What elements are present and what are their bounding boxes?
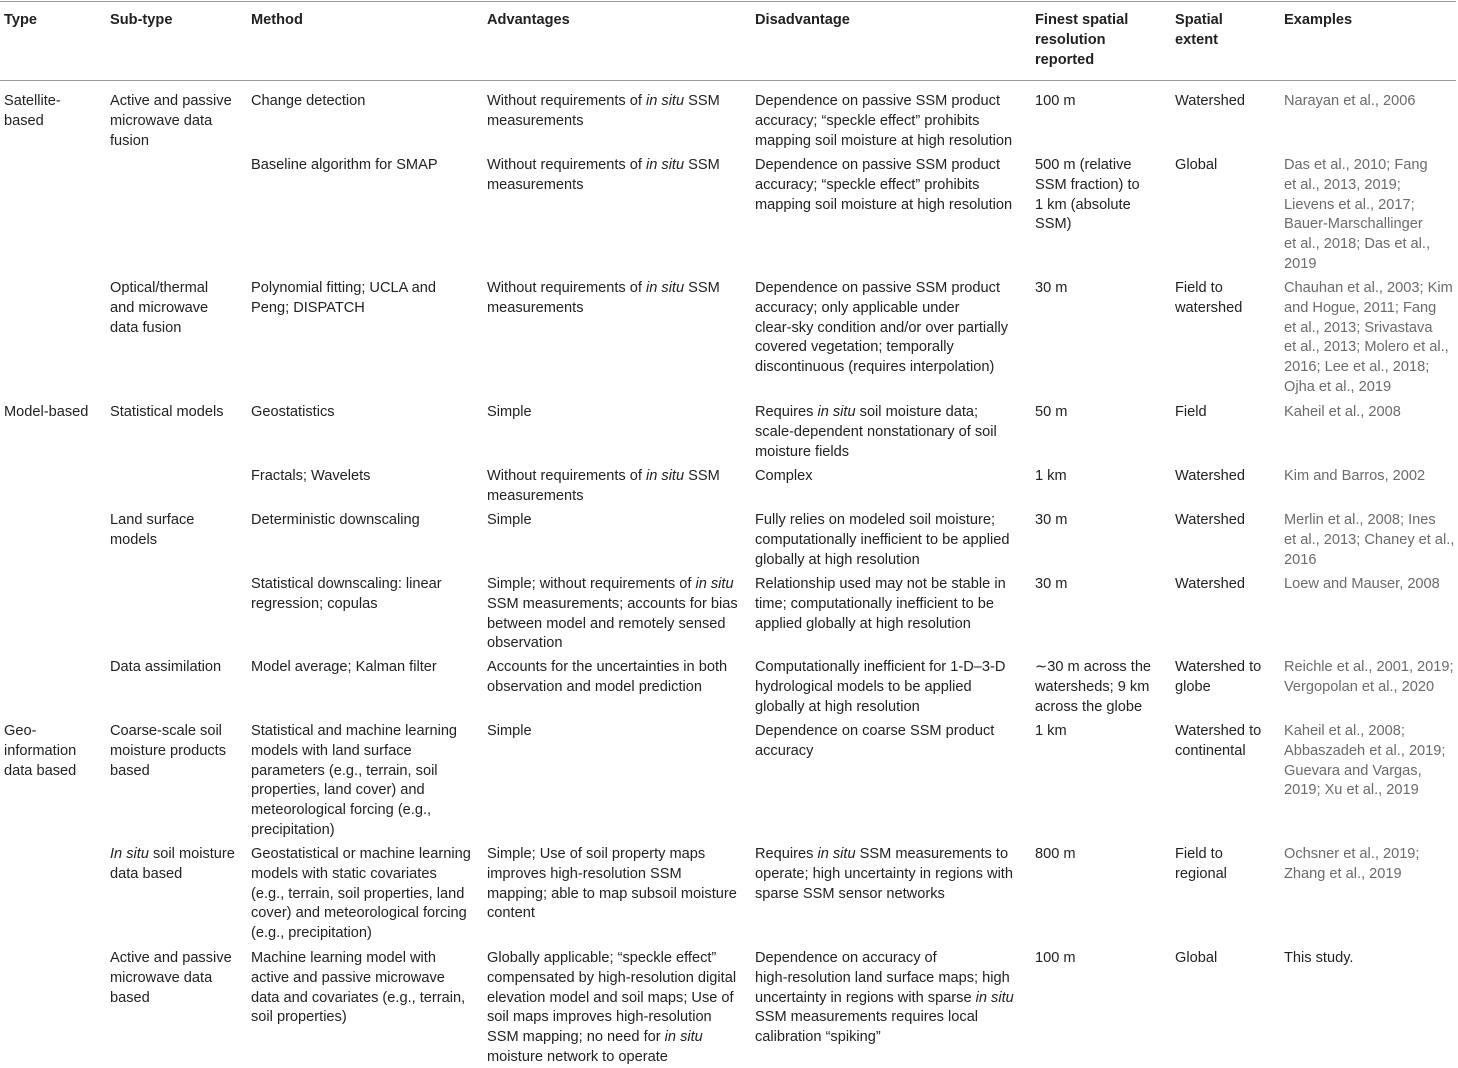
text-part: Simple; without requirements of	[487, 576, 696, 592]
text-part: SSM measurements requires local calibration “spiking”	[755, 1009, 979, 1046]
italic-term: in situ	[645, 93, 685, 109]
text-part: soil moisture data based	[110, 846, 235, 882]
header-type: Type	[4, 12, 37, 28]
header-disadvantage: Disadvantage	[755, 12, 850, 28]
r11-method: Machine learning model with active and passive microwave data and covariates (e.g., terrain, soil properties)	[251, 950, 466, 1026]
r8-advantages: Accounts for the uncertainties in both observation and model prediction	[487, 659, 728, 695]
r5-advantages	[487, 467, 720, 507]
r4-method: Geostatistics	[251, 404, 335, 420]
r8-disadvantage: Computationally inefficient for 1-D–3-D hydrological models to be applied globally at high resolution	[755, 659, 1006, 715]
r1-method: Change detection	[251, 93, 366, 109]
type-model: Model-based	[4, 404, 89, 420]
header-subtype: Sub-type	[110, 12, 173, 28]
r1-disadvantage: Dependence on passive SSM product accuracy; “speckle effect” prohibits mapping soil moisture at high resolution	[755, 93, 1013, 149]
text-part: moisture network to operate	[487, 1048, 668, 1065]
subtype-statistical-models: Statistical models	[110, 404, 224, 420]
table-top-rule	[0, 1, 1456, 2]
r7-examples: Loew and Mauser, 2008	[1284, 576, 1440, 592]
subtype-in-situ	[110, 845, 235, 885]
r4-advantages: Simple	[487, 404, 532, 420]
italic-term: in situ	[975, 989, 1014, 1006]
r11-extent: Global	[1175, 950, 1218, 966]
italic-term: in situ	[817, 404, 856, 420]
r11-resolution: 100 m	[1035, 950, 1076, 966]
r3-examples: Chauhan et al., 2003; Kim and Hogue, 2011; Fang et al., 2013; Srivastava et al., 2013; Molero et al., 2016; Lee et al., 2018; Ojha et al., 2019	[1284, 280, 1453, 395]
r10-advantages: Simple; Use of soil property maps improves high-resolution SSM mapping; able to map subsoil moisture content	[487, 846, 737, 922]
r3-advantages	[487, 279, 720, 319]
italic-term: in situ	[695, 576, 734, 592]
r6-examples: Merlin et al., 2008; Ines et al., 2013; Chaney et al., 2016	[1284, 512, 1455, 568]
r1-extent: Watershed	[1175, 93, 1246, 109]
r9-examples: Kaheil et al., 2008; Abbaszadeh et al., 2019; Guevara and Vargas, 2019; Xu et al., 2019	[1284, 723, 1446, 799]
r7-method: Statistical downscaling: linear regression; copulas	[251, 576, 442, 612]
r1-resolution: 100 m	[1035, 93, 1076, 109]
header-advantages: Advantages	[487, 12, 570, 28]
r6-method: Deterministic downscaling	[251, 512, 420, 528]
r8-resolution: ∼30 m across the watersheds; 9 km across the globe	[1035, 659, 1152, 715]
text-part: SSM measurements	[487, 468, 720, 504]
subtype-active-passive-based: Active and passive microwave data based	[110, 950, 232, 1006]
r11-disadvantage	[755, 949, 1014, 1048]
text-part: Without requirements of	[487, 157, 646, 173]
r4-examples: Kaheil et al., 2008	[1284, 404, 1401, 420]
r11-advantages	[487, 949, 736, 1068]
r10-examples: Ochsner et al., 2019; Zhang et al., 2019	[1284, 846, 1420, 882]
text-part: SSM measurements	[487, 280, 720, 316]
r5-examples: Kim and Barros, 2002	[1284, 468, 1426, 484]
subtype-active-passive-fusion: Active and passive microwave data fusion	[110, 93, 232, 149]
text-part: SSM measurements; accounts for bias between model and remotely sensed observation	[487, 595, 738, 652]
text-part: SSM measurements to operate; high uncertainty in regions with sparse SSM sensor networks	[755, 846, 1013, 902]
r6-resolution: 30 m	[1035, 512, 1068, 528]
r10-disadvantage	[755, 845, 1013, 904]
r10-resolution: 800 m	[1035, 846, 1076, 862]
italic-term: in situ	[817, 846, 856, 862]
r8-examples: Reichle et al., 2001, 2019; Vergopolan et al., 2020	[1284, 659, 1454, 695]
r4-resolution: 50 m	[1035, 404, 1068, 420]
text-part: Without requirements of	[487, 93, 646, 109]
r5-resolution: 1 km	[1035, 468, 1067, 484]
r7-disadvantage: Relationship used may not be stable in time; computationally inefficient to be applied globally at high resolution	[755, 576, 1006, 632]
r2-method: Baseline algorithm for SMAP	[251, 157, 438, 173]
r3-resolution: 30 m	[1035, 280, 1068, 296]
text-part: soil moisture data; scale-dependent nonstationary of soil moisture fields	[755, 404, 997, 460]
text-part: Dependence on accuracy of high-resolution land surface maps; high uncertainty in regions with sparse	[755, 950, 1010, 1006]
r2-resolution: 500 m (relative SSM fraction) to 1 km (absolute SSM)	[1035, 157, 1140, 233]
r10-extent: Field to regional	[1175, 846, 1227, 882]
r9-extent: Watershed to continental	[1175, 723, 1262, 759]
r11-examples: This study.	[1284, 950, 1354, 966]
header-method: Method	[251, 12, 303, 28]
subtype-coarse-scale: Coarse-scale soil moisture products based	[110, 723, 226, 779]
r9-advantages: Simple	[487, 723, 532, 739]
italic-term: in situ	[645, 280, 685, 296]
table-header-rule	[0, 80, 1456, 81]
r2-advantages	[487, 156, 720, 196]
r6-extent: Watershed	[1175, 512, 1246, 528]
italic-term: in situ	[664, 1029, 703, 1046]
r3-disadvantage: Dependence on passive SSM product accuracy; only applicable under clear-sky condition and/or over partially covered vegetation; temporally discontinuous (requires interpolation)	[755, 280, 1009, 376]
text-part: Globally applicable; “speckle effect” compensated by high-resolution digital elevation model and soil maps; Use of soil maps improves high-resolution SSM mapping; no need for	[487, 950, 737, 1046]
r2-disadvantage: Dependence on passive SSM product accuracy; “speckle effect” prohibits mapping soil moisture at high resolution	[755, 157, 1013, 213]
header-examples: Examples	[1284, 12, 1353, 28]
r4-extent: Field	[1175, 404, 1207, 420]
italic-term: In situ	[110, 846, 149, 862]
r8-extent: Watershed to globe	[1175, 659, 1262, 695]
r9-disadvantage: Dependence on coarse SSM product accuracy	[755, 723, 995, 759]
text-part: Requires	[755, 846, 818, 862]
r1-advantages	[487, 92, 720, 132]
r7-advantages	[487, 575, 738, 654]
subtype-optical-microwave-fusion: Optical/thermal and microwave data fusion	[110, 280, 209, 336]
r10-method: Geostatistical or machine learning models with static covariates (e.g., terrain, soil properties, land cover) and meteorological forcing (e.g., precipitation)	[251, 846, 471, 942]
r3-method: Polynomial fitting; UCLA and Peng; DISPATCH	[251, 280, 436, 316]
header-resolution: Finest spatial resolution reported	[1035, 12, 1129, 68]
r5-disadvantage: Complex	[755, 468, 813, 484]
r2-examples: Das et al., 2010; Fang et al., 2013, 2019; Lievens et al., 2017; Bauer-Marschallinger et al., 2018; Das et al., 2019	[1284, 157, 1431, 272]
r9-resolution: 1 km	[1035, 723, 1067, 739]
r8-method: Model average; Kalman filter	[251, 659, 437, 675]
r1-examples: Narayan et al., 2006	[1284, 93, 1416, 109]
italic-term: in situ	[645, 157, 685, 173]
r5-method: Fractals; Wavelets	[251, 468, 371, 484]
text-part: Without requirements of	[487, 468, 646, 484]
r5-extent: Watershed	[1175, 468, 1246, 484]
r7-resolution: 30 m	[1035, 576, 1068, 592]
r7-extent: Watershed	[1175, 576, 1246, 592]
type-satellite: Satellite- based	[4, 93, 61, 129]
text-part: Without requirements of	[487, 280, 646, 296]
italic-term: in situ	[645, 468, 685, 484]
r6-disadvantage: Fully relies on modeled soil moisture; computationally inefficient to be applied globally at high resolution	[755, 512, 1010, 568]
text-part: Requires	[755, 404, 818, 420]
type-geo: Geo- information data based	[4, 723, 77, 779]
subtype-land-surface-models: Land surface models	[110, 512, 195, 548]
r2-extent: Global	[1175, 157, 1218, 173]
r4-disadvantage	[755, 403, 997, 462]
header-extent: Spatial extent	[1175, 12, 1223, 48]
subtype-data-assimilation: Data assimilation	[110, 659, 222, 675]
r3-extent: Field to watershed	[1175, 280, 1243, 316]
text-part: SSM measurements	[487, 157, 720, 193]
r6-advantages: Simple	[487, 512, 532, 528]
text-part: SSM measurements	[487, 93, 720, 129]
r9-method: Statistical and machine learning models with land surface parameters (e.g., terrain, soil properties, land cover) and meteorological forcing (e.g., precipitation)	[251, 723, 458, 838]
